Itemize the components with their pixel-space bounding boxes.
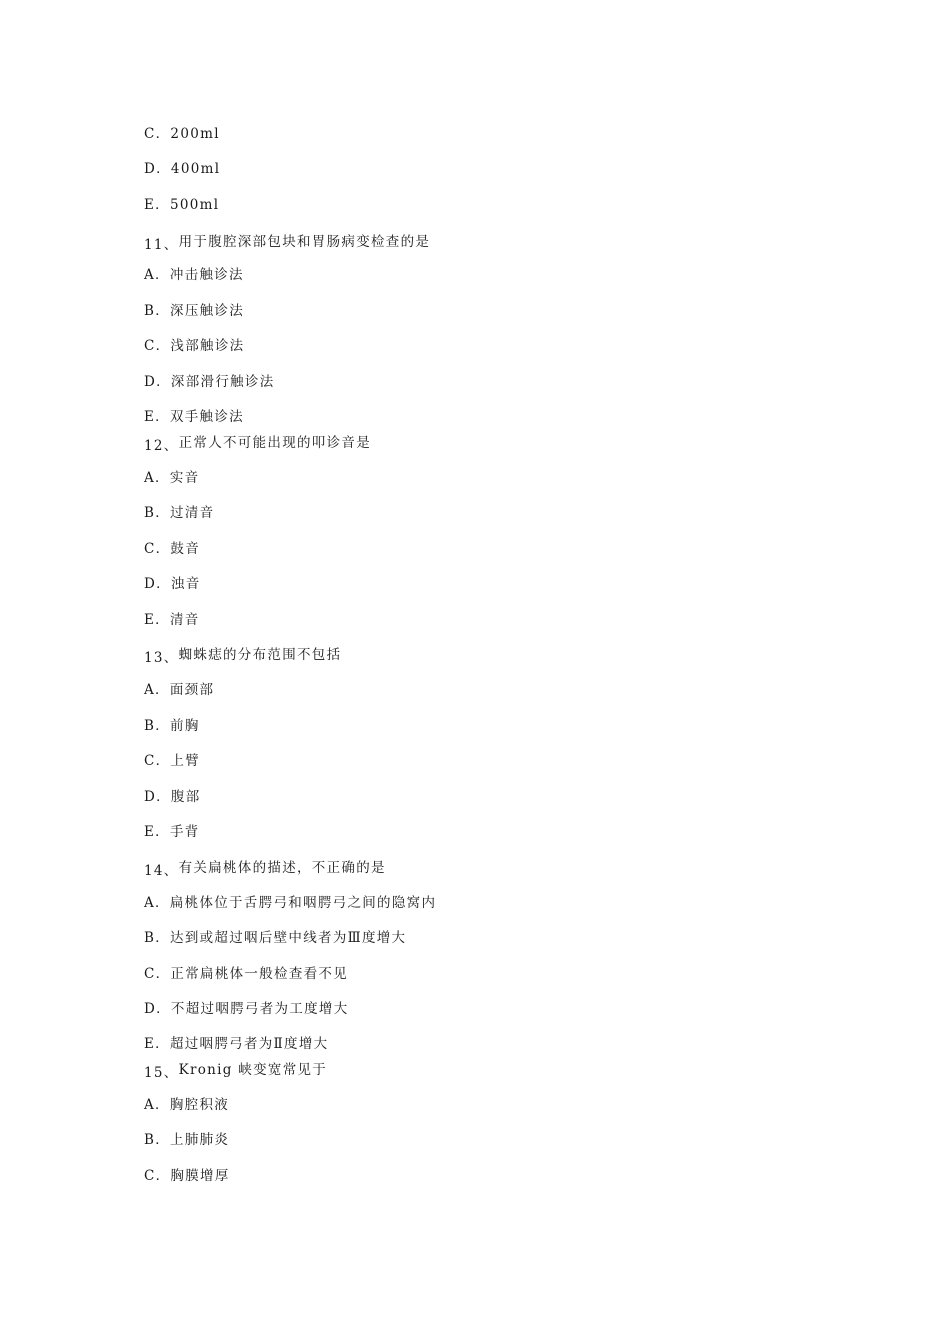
answer-option: B．前胸 [144,718,200,734]
answer-option: D．不超过咽腭弓者为工度增大 [144,1001,349,1017]
question-text: 蜘蛛痣的分布范围不包括 [178,647,342,663]
answer-option: E．双手触诊法 [144,409,244,425]
answer-option: D．腹部 [144,789,201,805]
question-stem [144,233,430,251]
answer-option: D．深部滑行触诊法 [144,374,275,390]
answer-option: D．浊音 [144,576,201,592]
question-number: 11、 [144,237,179,253]
question-stem [144,646,341,664]
answer-option: B．上肺肺炎 [144,1132,230,1148]
answer-option: E．超过咽腭弓者为Ⅱ度增大 [144,1036,329,1052]
answer-option: A．扁桃体位于舌腭弓和咽腭弓之间的隐窝内 [144,895,437,911]
question-number: 14、 [144,863,179,879]
question-number: 12、 [144,438,179,454]
answer-option: A．实音 [144,470,200,486]
question-stem [144,1061,327,1079]
answer-option: B．达到或超过咽后壁中线者为Ⅲ度增大 [144,930,407,946]
question-text: Kronig 峡变宽常见于 [178,1062,328,1078]
question-stem [144,859,386,877]
answer-option: E．清音 [144,612,200,628]
question-text: 正常人不可能出现的叩诊音是 [178,435,371,451]
answer-option: D．400ml [144,161,221,177]
answer-option: B．深压触诊法 [144,303,245,319]
answer-option: C．浅部触诊法 [144,338,245,354]
answer-option: A．胸腔积液 [144,1097,230,1113]
answer-option: C．胸膜增厚 [144,1168,230,1184]
answer-option: E．手背 [144,824,200,840]
question-text: 有关扁桃体的描述，不正确的是 [178,860,386,876]
answer-option: A．面颈部 [144,682,215,698]
answer-option: C．正常扁桃体一般检查看不见 [144,966,349,982]
question-text: 用于腹腔深部包块和胃肠病变检查的是 [178,234,431,250]
question-number: 15、 [144,1065,179,1081]
answer-option: A．冲击触诊法 [144,267,244,283]
question-number: 13、 [144,650,179,666]
question-stem [144,434,371,452]
answer-option: B．过清音 [144,505,215,521]
answer-option: C．上臂 [144,753,201,769]
answer-option: E．500ml [144,197,220,213]
answer-option: C．鼓音 [144,541,201,557]
answer-option: C．200ml [144,126,220,142]
